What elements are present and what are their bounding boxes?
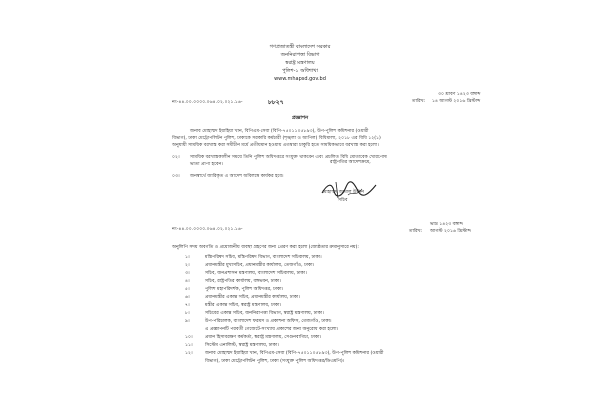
presidential-order-line: রাষ্ট্রপতির আদেশক্রমে, [330, 160, 371, 165]
memo-date-label: তারিখ: [412, 99, 426, 104]
header-ministry: স্বরাষ্ট্র মন্ত্রণালয় [285, 60, 315, 66]
distribution-item-number: ৫। [185, 287, 190, 292]
distribution-item: পুলিশ মহাপরিদর্শক, পুলিশ অধিদপ্তর, ঢাকা। [205, 287, 284, 292]
distribution-item-number: ১১। [185, 343, 193, 348]
distribution-item-number: ১০। [185, 335, 193, 340]
notification-title: প্রজ্ঞাপন [291, 115, 309, 121]
distribution-item-number: ২। [185, 263, 190, 268]
header-website: www.mhapsd.gov.bd [274, 76, 326, 82]
memo-date-english: ১৪ আগস্ট ২০১৬ খ্রিস্টাব্দ [432, 99, 481, 104]
distribution-item: সচিব, রাষ্ট্রপতির কার্যালয়, বঙ্গভবন, ঢাকা। [205, 279, 281, 284]
memo2-number: নং-৪৪.০০.০০০০.০৬৪.০২.০২১.১৬- [172, 227, 243, 232]
para1-line3: অনুযায়ী সাময়িক বরখাস্ত করা সমীচীন মর্মে প্রতীয়মান হওয়ায় এতদ্বারা চাকুরি হতে সাময়িকভাবে বরখাস্ত করা হলো। [172, 143, 379, 148]
header-wing: পুলিশ-১ অধিশাখা [282, 68, 318, 74]
header-government: গণপ্রজাতন্ত্রী বাংলাদেশ সরকার [269, 44, 331, 50]
distribution-item: মন্ত্রিপরিষদ সচিব, মন্ত্রিপরিষদ বিভাগ, বাংলাদেশ সচিবালয়, ঢাকা। [205, 255, 322, 260]
para1-line1: জনাব মোহাম্মদ ইয়াহিয়া খান, বিপিএম-সেবা (বিপি-৭৫০১১০৫৮৯৩), উপ-পুলিশ কমিশনার (ওয়ারী [190, 129, 369, 134]
distribution-item: প্রধানমন্ত্রীর মুখ্যসচিব, প্রধানমন্ত্রীর কার্যালয়, তেজগাঁও, ঢাকা। [205, 263, 315, 268]
distribution-item: এ প্রজ্ঞাপনটি পরবর্তী গেজেটে-সংখ্যায় প্রকাশের জন্য অনুরোধ করা হলো। [205, 327, 339, 332]
distribution-item: মন্ত্রীর একান্ত সচিব, স্বরাষ্ট্র মন্ত্রণালয়, ঢাকা। [205, 303, 282, 308]
distribution-item-number: ১। [185, 255, 190, 260]
distribution-item: সচিবের একান্ত সচিব, জননিরাপত্তা বিভাগ, স্বরাষ্ট্র মন্ত্রণালয়, ঢাকা। [205, 311, 324, 316]
memo2-date-bangla: ভাদ্র ১৪২৩ বঙ্গাব্দ [430, 222, 463, 227]
distribution-item: সচিব, জনপ্রশাসন মন্ত্রণালয়, বাংলাদেশ সচিবালয়, ঢাকা। [205, 271, 307, 276]
para3-number: ০৩। [172, 174, 180, 179]
distribution-item: সিস্টেম এনালিস্ট, স্বরাষ্ট্র মন্ত্রণালয়, ঢাকা। [205, 343, 279, 348]
distribution-item-number: ৯। [185, 319, 190, 324]
distribution-item-number: ১২। [185, 351, 193, 356]
distribution-item-number: ৮। [185, 311, 190, 316]
para2-number: ০২। [172, 155, 180, 160]
para3-line1: জনস্বার্থে জারিকৃত এ আদেশ অবিলম্বে কার্যকর হবে। [190, 174, 284, 179]
distribution-item: বিভাগ), ঢাকা মেট্রোপলিটন পুলিশ, ঢাকা (সংযুক্ত পুলিশ অধিদপ্তর/ডিএমপি)। [205, 359, 345, 364]
memo2-date-label: তারিখ: [409, 229, 423, 234]
memo-number: নং-৪৪.০০.০০০০.০৬৪.০২.০২১.১৬- [172, 100, 243, 105]
distribution-item: জনাব মোহাম্মদ ইয়াহিয়া খান, বিপিএম-সেবা (বিপি-৭৫০১১০৫৮৯৩), উপ-পুলিশ কমিশনার (ওয়ারী [205, 351, 384, 356]
para1-line2: বিভাগ), ঢাকা মেট্রোপলিটন পুলিশ, ঢাকাকে সরকারি কর্মচারী (শৃঙ্খলা ও আপিল) বিধিমালা, ২০১৮ এর বিধি ১২(১) [172, 136, 381, 141]
distribution-intro: অনুলিপি সদয় অবগতি ও প্রয়োজনীয় ব্যবস্থা গ্রহণের জন্য প্রেরণ করা হলো (জ্যেষ্ঠতার ক্রমানুসারে নয়): [172, 245, 359, 250]
memo2-date-english: আগস্ট ২০১৬ খ্রিস্টাব্দ [430, 229, 471, 234]
header-division: জননিরাপত্তা বিভাগ [280, 52, 320, 58]
distribution-item-number: ৩। [185, 271, 190, 276]
distribution-item-number: ৬। [185, 295, 190, 300]
distribution-item-number: ৭। [185, 303, 190, 308]
distribution-item: প্রধান হিসাবরক্ষণ কর্মকর্তা, স্বরাষ্ট্র মন্ত্রণালয়, সেগুনবাগিচা, ঢাকা। [205, 335, 322, 340]
para2-line2: ভাতা প্রাপ্য হবেন। [190, 162, 223, 167]
signatory-name: মোহাম্মদ জামাল উদ্দিন [322, 190, 365, 195]
distribution-item-number: ৪। [185, 279, 190, 284]
memo-date-bangla: ৩০ শ্রাবণ ১৪২৩ বঙ্গাব্দ [438, 92, 481, 97]
memo-serial: ৮৮২৭ [268, 99, 284, 106]
signatory-designation: সচিব [338, 198, 348, 203]
para2-line1: সাময়িক বরখাস্তকালীন সময়ে তিনি পুলিশ অধিদপ্তরে সংযুক্ত থাকবেন এবং প্রচলিত বিধি মোতাবেক খোরপোষ [190, 155, 387, 160]
distribution-item: উপ-পরিচালক, বাংলাদেশ ফরমস ও প্রকাশনা অফিস, তেজগাঁও, ঢাকা। [205, 319, 332, 324]
distribution-item: প্রধানমন্ত্রীর একান্ত সচিব, প্রধানমন্ত্রীর কার্যালয়, ঢাকা। [205, 295, 300, 300]
